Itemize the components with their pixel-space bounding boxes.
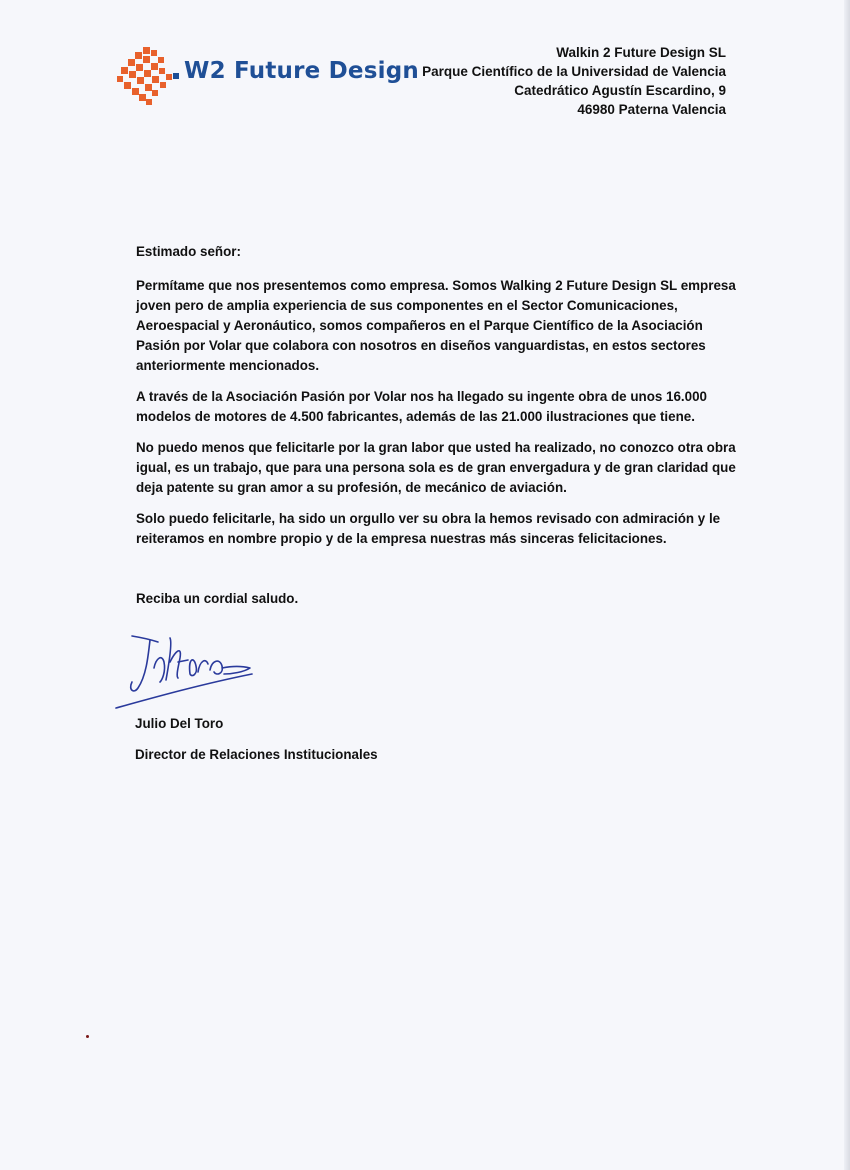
paragraph: A través de la Asociación Pasión por Volar nos ha llegado su ingente obra de unos 16.000 modelos de motores de 4.500 fabricantes, además de las 21.000 ilustraciones que tiene. bbox=[136, 389, 707, 424]
salutation: Estimado señor: bbox=[136, 244, 241, 259]
paragraph: No puedo menos que felicitarle por la gran labor que usted ha realizado, no conozco otra obra igual, es un trabajo, que para una persona sola es de gran envergadura y de gran claridad que deja patente su gran amor a su profesión, de mecánico de aviación. bbox=[136, 440, 736, 495]
address-line: Walkin 2 Future Design SL bbox=[556, 45, 726, 60]
company-address bbox=[422, 43, 726, 119]
company-logo bbox=[116, 46, 419, 108]
address-line: Parque Científico de la Universidad de Valencia bbox=[422, 64, 726, 79]
closing-line: Reciba un cordial saludo. bbox=[136, 591, 299, 606]
paper-speck bbox=[86, 1035, 89, 1038]
handwritten-signature bbox=[112, 628, 272, 716]
signer-name: Julio Del Toro bbox=[135, 716, 224, 731]
address-line: 46980 Paterna Valencia bbox=[577, 102, 726, 117]
address-line: Catedrático Agustín Escardino, 9 bbox=[514, 83, 726, 98]
logo-text: W2 Future Design bbox=[184, 58, 419, 84]
page-edge-shadow bbox=[844, 0, 850, 1170]
signer-title: Director de Relaciones Institucionales bbox=[135, 747, 378, 762]
paragraph: Solo puedo felicitarle, ha sido un orgullo ver su obra la hemos revisado con admiración y le reiteramos en nombre propio y de la empresa nuestras más sinceras felicitaciones. bbox=[136, 511, 721, 546]
letter-body bbox=[136, 242, 736, 560]
paragraph: Permítame que nos presentemos como empresa. Somos Walking 2 Future Design SL empresa joven pero de amplia experiencia de sus componentes en el Sector Comunicaciones, Aeroespacial y Aeronáutico, somos compañeros en el Parque Científico de la Asociación Pasión por Volar que colabora con nosotros en diseños vanguardistas, en estos sectores anteriormente mencionados. bbox=[136, 278, 736, 373]
logo-mark-icon bbox=[116, 46, 180, 108]
